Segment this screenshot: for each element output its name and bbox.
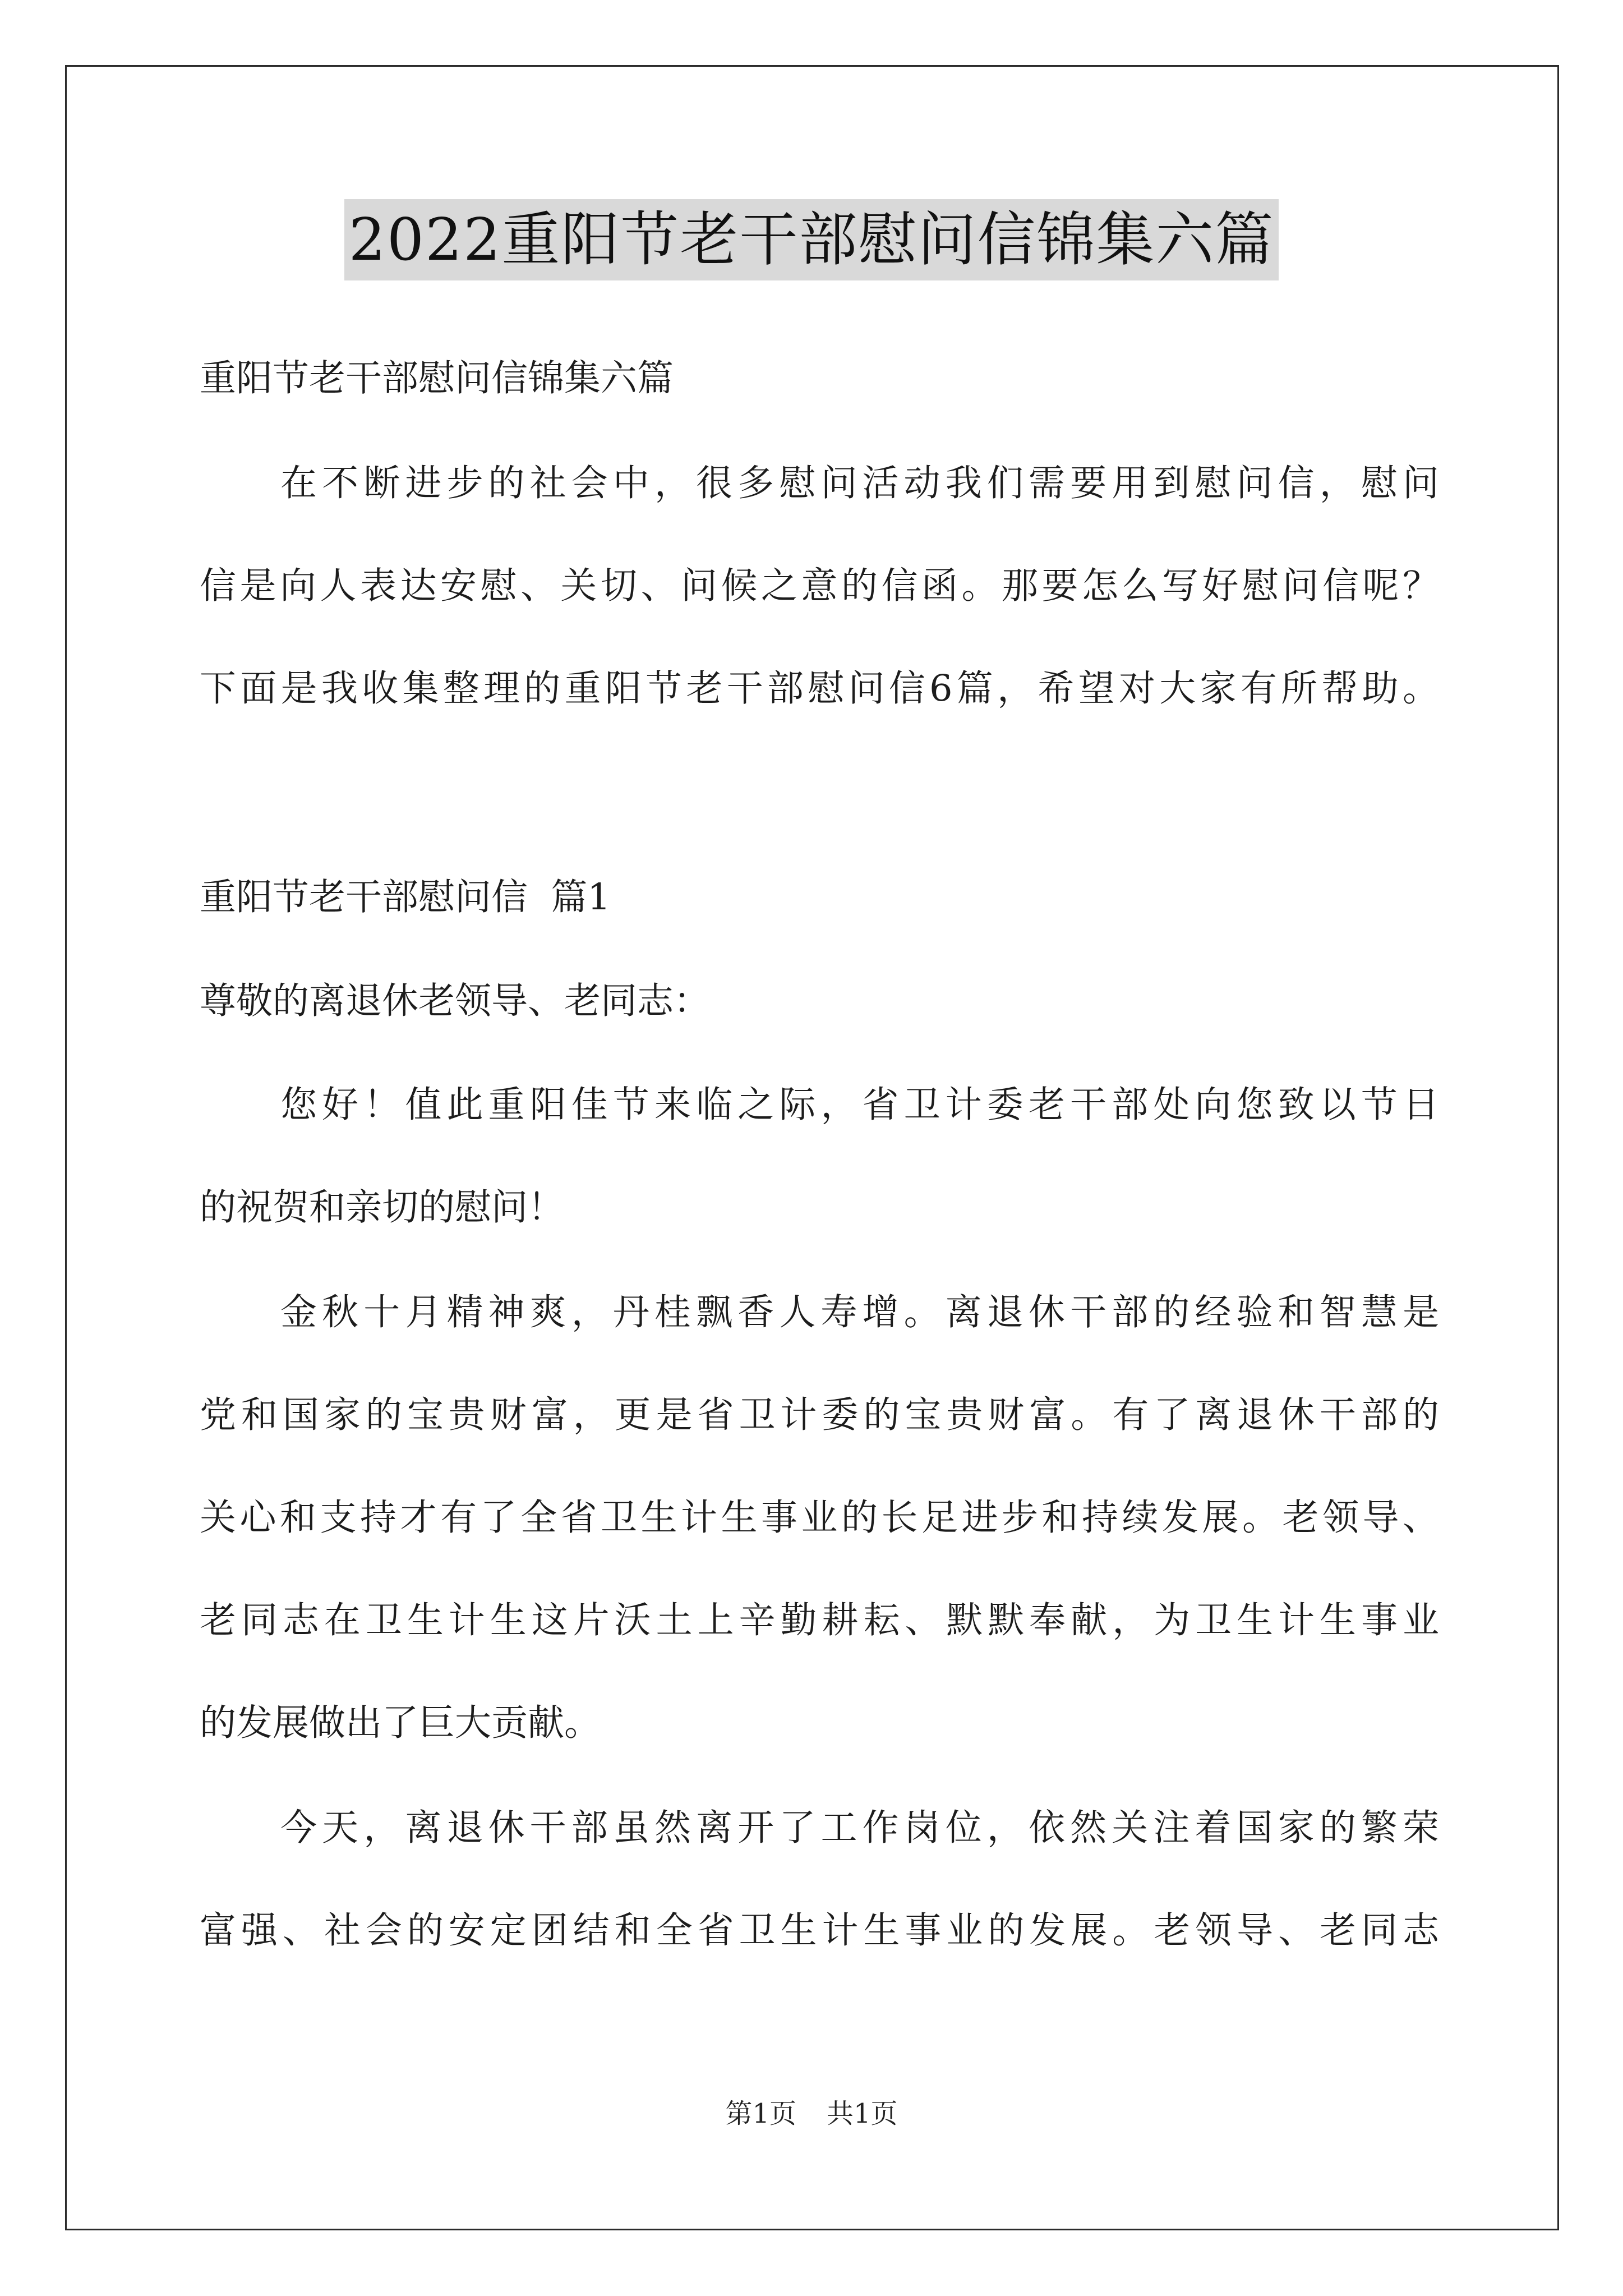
paragraph2-line-4: 老同志在卫生计生这片沃土上辛勤耕耘、默默奉献，为卫生计生事业: [200, 1599, 1439, 1641]
paragraph2-line-5: 的发展做出了巨大贡献。: [200, 1702, 601, 1744]
page-number-current: 第1页: [725, 2098, 796, 2129]
page-footer: [0, 2097, 1623, 2131]
intro-line-3: 下面是我收集整理的重阳节老干部慰问信6篇，希望对大家有所帮助。: [200, 668, 1439, 710]
paragraph2-line-1: 金秋十月精神爽，丹桂飘香人寿增。离退休干部的经验和智慧是: [280, 1291, 1439, 1333]
paragraph1-line-1: 您好！值此重阳佳节来临之际，省卫计委老干部处向您致以节日: [280, 1084, 1439, 1126]
section-heading: 重阳节老干部慰问信 篇1: [200, 876, 611, 918]
intro-line-2: 信是向人表达安慰、关切、问候之意的信函。那要怎么写好慰问信呢？: [200, 565, 1439, 607]
paragraph2-line-3: 关心和支持才有了全省卫生计生事业的长足进步和持续发展。老领导、: [200, 1497, 1439, 1539]
page-number-total: 共1页: [827, 2098, 898, 2129]
document-subtitle: 重阳节老干部慰问信锦集六篇: [200, 357, 674, 399]
paragraph1-line-2: 的祝贺和亲切的慰问！: [200, 1186, 565, 1228]
title-container: [0, 199, 1623, 280]
document-title: 2022重阳节老干部慰问信锦集六篇: [344, 199, 1279, 280]
paragraph3-line-2: 富强、社会的安定团结和全省卫生计生事业的发展。老领导、老同志: [200, 1910, 1439, 1952]
salutation: 尊敬的离退休老领导、老同志：: [200, 980, 711, 1022]
paragraph2-line-2: 党和国家的宝贵财富，更是省卫计委的宝贵财富。有了离退休干部的: [200, 1394, 1439, 1436]
paragraph3-line-1: 今天，离退休干部虽然离开了工作岗位，依然关注着国家的繁荣: [280, 1807, 1439, 1849]
intro-line-1: 在不断进步的社会中，很多慰问活动我们需要用到慰问信，慰问: [280, 462, 1439, 504]
